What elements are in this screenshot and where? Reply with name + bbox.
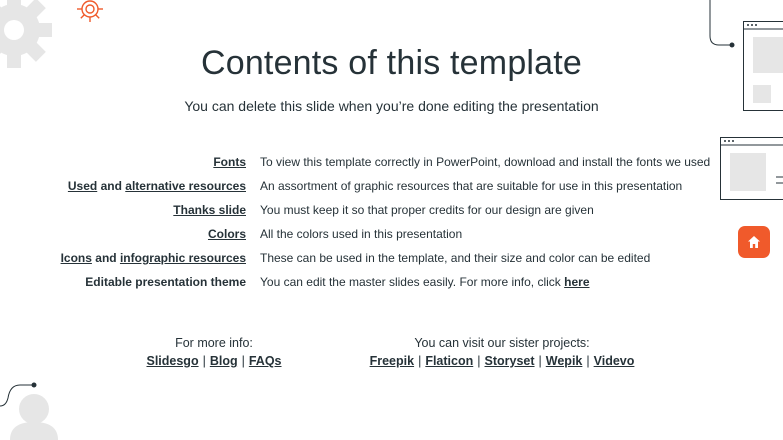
colors-link[interactable]: Colors	[207, 227, 246, 241]
contents-row-icons: Icons and infographic resources These can be used in the template, and their size and color can be edited	[0, 248, 783, 272]
page-subtitle: You can delete this slide when you’re done editing the presentation	[184, 98, 599, 114]
flaticon-link[interactable]: Flaticon	[425, 354, 474, 368]
footer-more-info: For more info: Slidesgo | Blog | FAQs	[114, 334, 314, 370]
editable-theme-label: Editable presentation theme	[85, 275, 246, 289]
wepik-link[interactable]: Wepik	[545, 354, 583, 368]
alternative-resources-link[interactable]: alternative resources	[125, 179, 246, 193]
used-resources-link[interactable]: Used	[67, 179, 98, 193]
slidesgo-link[interactable]: Slidesgo	[146, 354, 199, 368]
contents-row-fonts	[0, 152, 783, 176]
row-description: You can edit the master slides easily. For more info, click	[260, 275, 561, 289]
videvo-link[interactable]: Videvo	[593, 354, 635, 368]
contents-row-thanks	[0, 200, 783, 224]
contents-row-colors	[0, 224, 783, 248]
row-description: An assortment of graphic resources that are suitable for use in this presentation	[260, 179, 683, 193]
row-description: All the colors used in this presentation	[260, 227, 463, 241]
icons-link[interactable]: Icons	[60, 251, 92, 265]
user-icon	[6, 392, 66, 440]
faqs-link[interactable]: FAQs	[248, 354, 282, 368]
footer-more-info-heading: For more info:	[175, 336, 253, 350]
row-description: To view this template correctly in PowerPoint, download and install the fonts we used	[260, 155, 711, 169]
freepik-link[interactable]: Freepik	[369, 354, 415, 368]
footer-sister-projects: You can visit our sister projects: Freepik | Flaticon | Storyset | Wepik | Videvo	[352, 334, 652, 370]
infographic-resources-link[interactable]: infographic resources	[119, 251, 246, 265]
page-title: Contents of this template	[200, 44, 583, 82]
contents-row-theme	[0, 272, 783, 296]
contents-row-resources: Used and alternative resources An assortment of graphic resources that are suitable for use in this presentation	[0, 176, 783, 200]
footer-sister-heading: You can visit our sister projects:	[414, 336, 590, 350]
gear-outline-icon	[70, 0, 110, 28]
row-description: These can be used in the template, and their size and color can be edited	[260, 251, 651, 265]
thanks-slide-link[interactable]: Thanks slide	[173, 203, 246, 217]
storyset-link[interactable]: Storyset	[484, 354, 535, 368]
blog-link[interactable]: Blog	[209, 354, 238, 368]
fonts-link[interactable]: Fonts	[213, 155, 246, 169]
here-link[interactable]: here	[564, 275, 590, 289]
row-description: You must keep it so that proper credits for our design are given	[260, 203, 594, 217]
